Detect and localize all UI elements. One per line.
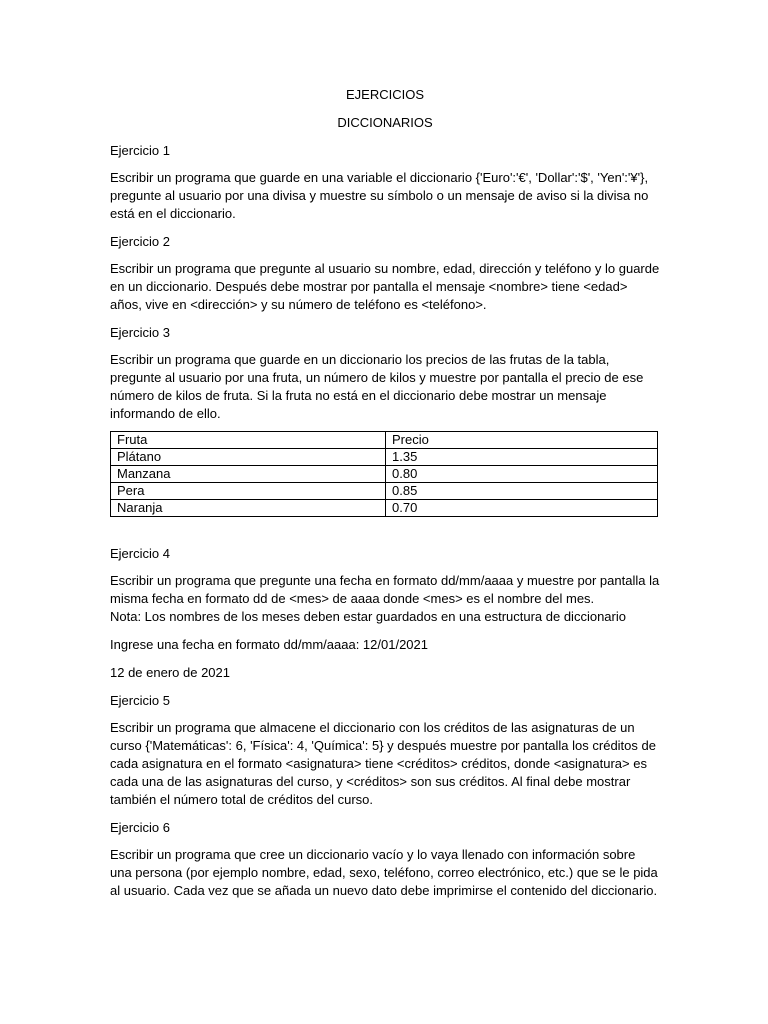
fruit-price-table (110, 431, 658, 517)
table-row (111, 466, 658, 483)
table-cell-fruit: Plátano (111, 449, 386, 466)
exercise-6-heading: Ejercicio 6 (110, 820, 170, 835)
exercise-4-example-input: Ingrese una fecha en formato dd/mm/aaaa: 12/01/2021 (110, 637, 428, 652)
exercise-1-heading: Ejercicio 1 (110, 143, 170, 158)
document-body (110, 86, 660, 910)
exercise-5-text: Escribir un programa que almacene el diccionario con los créditos de las asignaturas de un curso {'Matemáticas': 6, 'Física': 4, 'Química': 5} y después muestre por pantalla los créditos de cada asignatura en el formato <asignatura> tiene <créditos> créditos, donde <asignatura> es cada una de las asignaturas del curso, y <créditos> son sus créditos. Al final debe mostrar también el número total de créditos del curso. (110, 720, 656, 807)
exercise-5-heading: Ejercicio 5 (110, 693, 170, 708)
exercise-4-heading: Ejercicio 4 (110, 546, 170, 561)
exercise-2-text: Escribir un programa que pregunte al usuario su nombre, edad, dirección y teléfono y lo guarde en un diccionario. Después debe mostrar por pantalla el mensaje <nombre> tiene <edad> años, vive en <dirección> y su número de teléfono es <teléfono>. (110, 261, 660, 312)
document-subtitle: DICCIONARIOS (337, 115, 433, 130)
exercise-3-text: Escribir un programa que guarde en un diccionario los precios de las frutas de la tabla, pregunte al usuario por una fruta, un número de kilos y muestre por pantalla el precio de ese número de kilos de fruta. Si la fruta no está en el diccionario debe mostrar un mensaje informando de ello. (110, 352, 644, 421)
exercise-6-text: Escribir un programa que cree un diccionario vacío y lo vaya llenado con información sobre una persona (por ejemplo nombre, edad, sexo, teléfono, correo electrónico, etc.) que se le pida al usuario. Cada vez que se añada un nuevo dato debe imprimirse el contenido del diccionario. (110, 847, 658, 898)
table-cell-price: 1.35 (386, 449, 658, 466)
exercise-4-example-output: 12 de enero de 2021 (110, 665, 230, 680)
exercise-2-heading: Ejercicio 2 (110, 234, 170, 249)
table-row (111, 449, 658, 466)
table-cell-fruit: Pera (111, 483, 386, 500)
table-cell-price: 0.70 (386, 500, 658, 517)
table-cell-price: 0.80 (386, 466, 658, 483)
table-row (111, 500, 658, 517)
table-cell-fruit: Naranja (111, 500, 386, 517)
table-header-row (111, 432, 658, 449)
exercise-3-heading: Ejercicio 3 (110, 325, 170, 340)
table-header-precio: Precio (386, 432, 658, 449)
exercise-1-text: Escribir un programa que guarde en una variable el diccionario {'Euro':'€', 'Dollar':'$', 'Yen':'¥'}, pregunte al usuario por una divisa y muestre su símbolo o un mensaje de aviso si la divisa no está en el diccionario. (110, 170, 649, 221)
exercise-4-text: Escribir un programa que pregunte una fecha en formato dd/mm/aaaa y muestre por pantalla la misma fecha en formato dd de <mes> de aaaa donde <mes> es el nombre del mes. (110, 573, 660, 606)
table-row (111, 483, 658, 500)
table-header-fruta: Fruta (111, 432, 386, 449)
exercise-4-note: Nota: Los nombres de los meses deben estar guardados en una estructura de diccionario (110, 609, 626, 624)
table-cell-price: 0.85 (386, 483, 658, 500)
table-cell-fruit: Manzana (111, 466, 386, 483)
document-title: EJERCICIOS (345, 87, 424, 102)
